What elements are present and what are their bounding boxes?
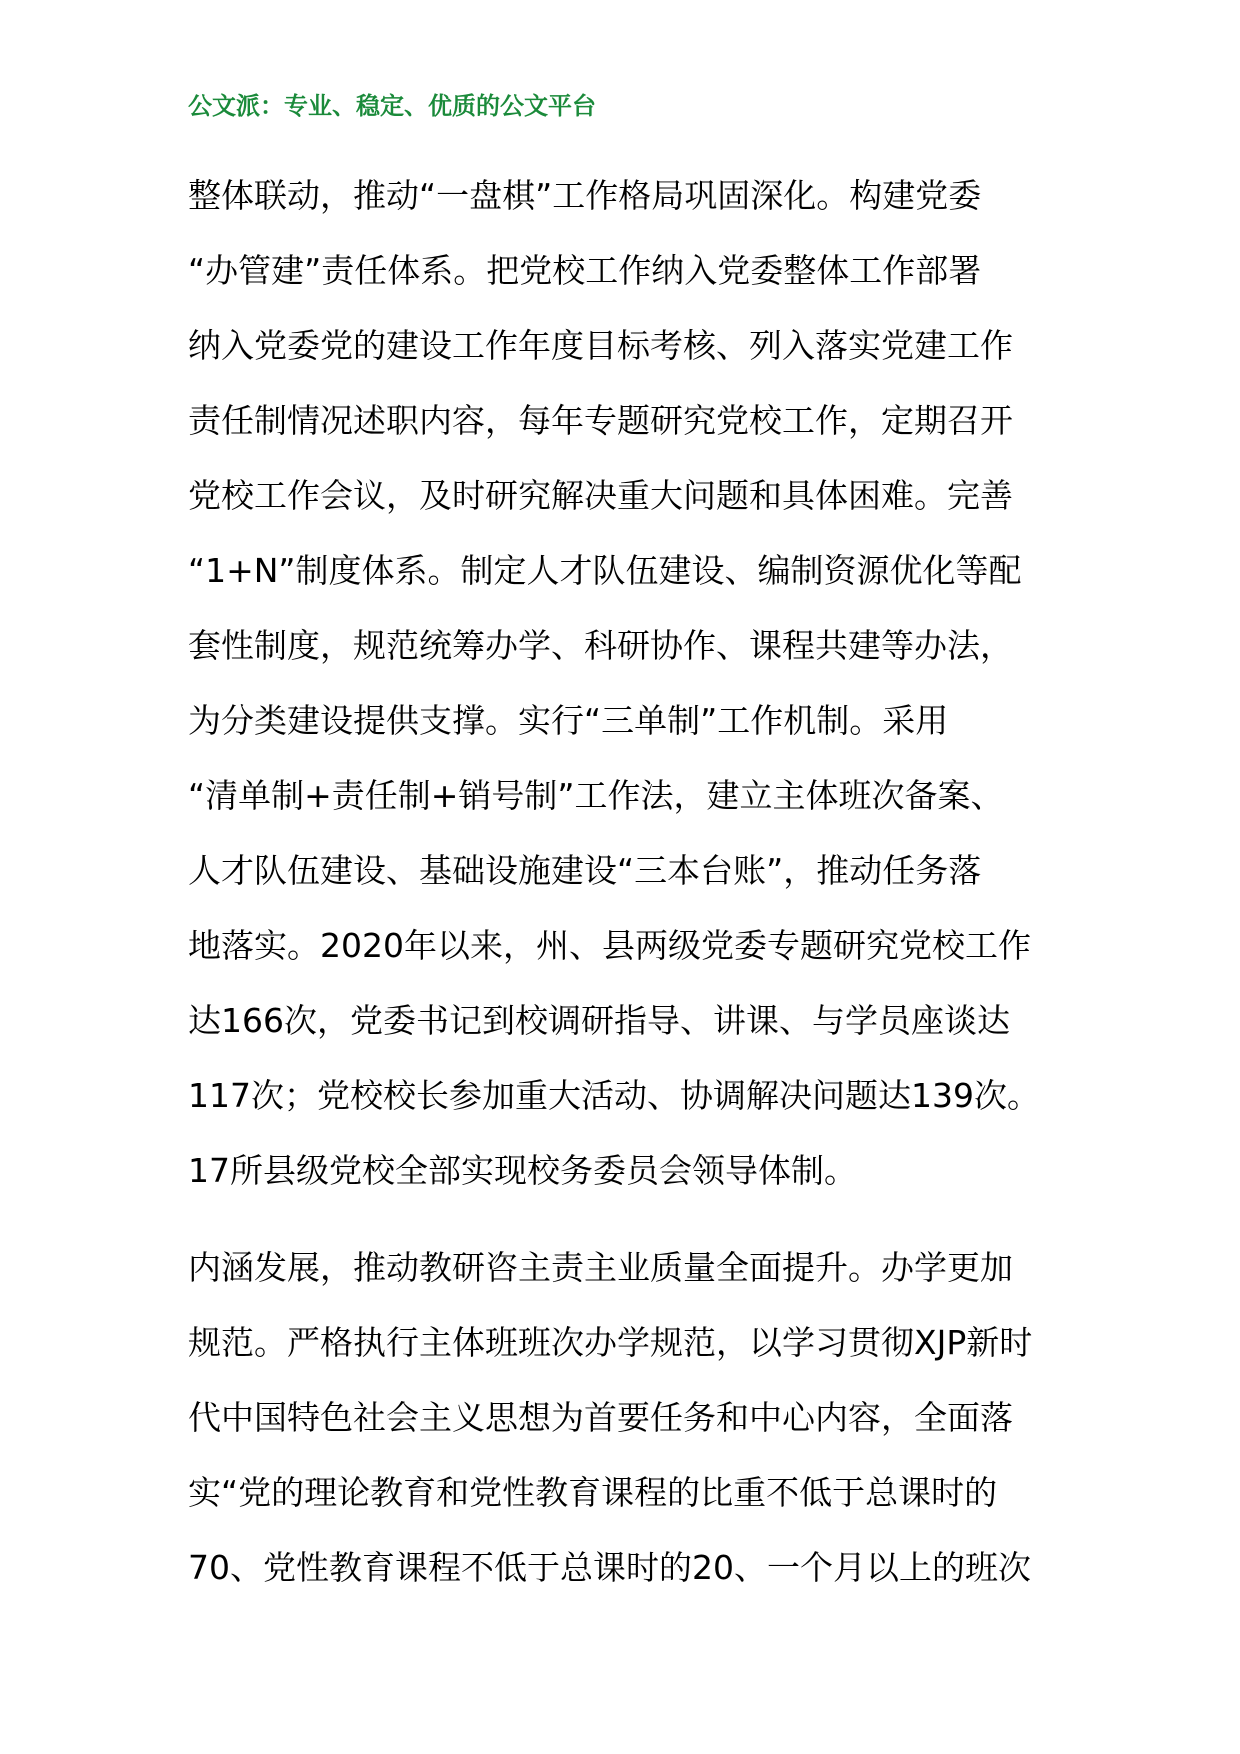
text-line: 实“党的理论教育和党性教育课程的比重不低于总课时的 <box>188 1473 998 1512</box>
text-line: 达166次，党委书记到校调研指导、讲课、与学员座谈达 <box>188 1001 1010 1040</box>
text-line: 17所县级党校全部实现校务委员会领导体制。 <box>188 1151 857 1190</box>
text-line: 党校工作会议，及时研究解决重大问题和具体困难。完善 <box>188 476 1013 515</box>
text-line: 代中国特色社会主义思想为首要任务和中心内容，全面落 <box>188 1398 1013 1437</box>
text-line: “1+N”制度体系。制定人才队伍建设、编制资源优化等配 <box>188 551 1022 590</box>
paragraph-1 <box>188 158 1068 1208</box>
text-line: 整体联动，推动“一盘棋”工作格局巩固深化。构建党委 <box>188 176 982 215</box>
header-banner: 公文派：专业、稳定、优质的公文平台 <box>188 91 596 120</box>
text-line: 地落实。2020年以来，州、县两级党委专题研究党校工作 <box>188 926 1031 965</box>
text-line: 规范。严格执行主体班班次办学规范，以学习贯彻XJP新时 <box>188 1323 1033 1362</box>
paragraph-2 <box>188 1230 1068 1605</box>
text-line: “清单制+责任制+销号制”工作法，建立主体班次备案、 <box>188 776 1004 815</box>
text-line: 为分类建设提供支撑。实行“三单制”工作机制。采用 <box>188 701 949 740</box>
text-line: 内涵发展，推动教研咨主责主业质量全面提升。办学更加 <box>188 1248 1013 1287</box>
text-line: “办管建”责任体系。把党校工作纳入党委整体工作部署 <box>188 251 982 290</box>
text-line: 套性制度，规范统筹办学、科研协作、课程共建等办法， <box>188 626 1013 665</box>
text-line: 责任制情况述职内容，每年专题研究党校工作，定期召开 <box>188 401 1013 440</box>
text-line: 117次；党校校长参加重大活动、协调解决问题达139次。 <box>188 1076 1040 1115</box>
text-line: 70、党性教育课程不低于总课时的20、一个月以上的班次 <box>188 1548 1031 1587</box>
text-line: 纳入党委党的建设工作年度目标考核、列入落实党建工作 <box>188 326 1013 365</box>
text-line: 人才队伍建设、基础设施建设“三本台账”，推动任务落 <box>188 851 982 890</box>
